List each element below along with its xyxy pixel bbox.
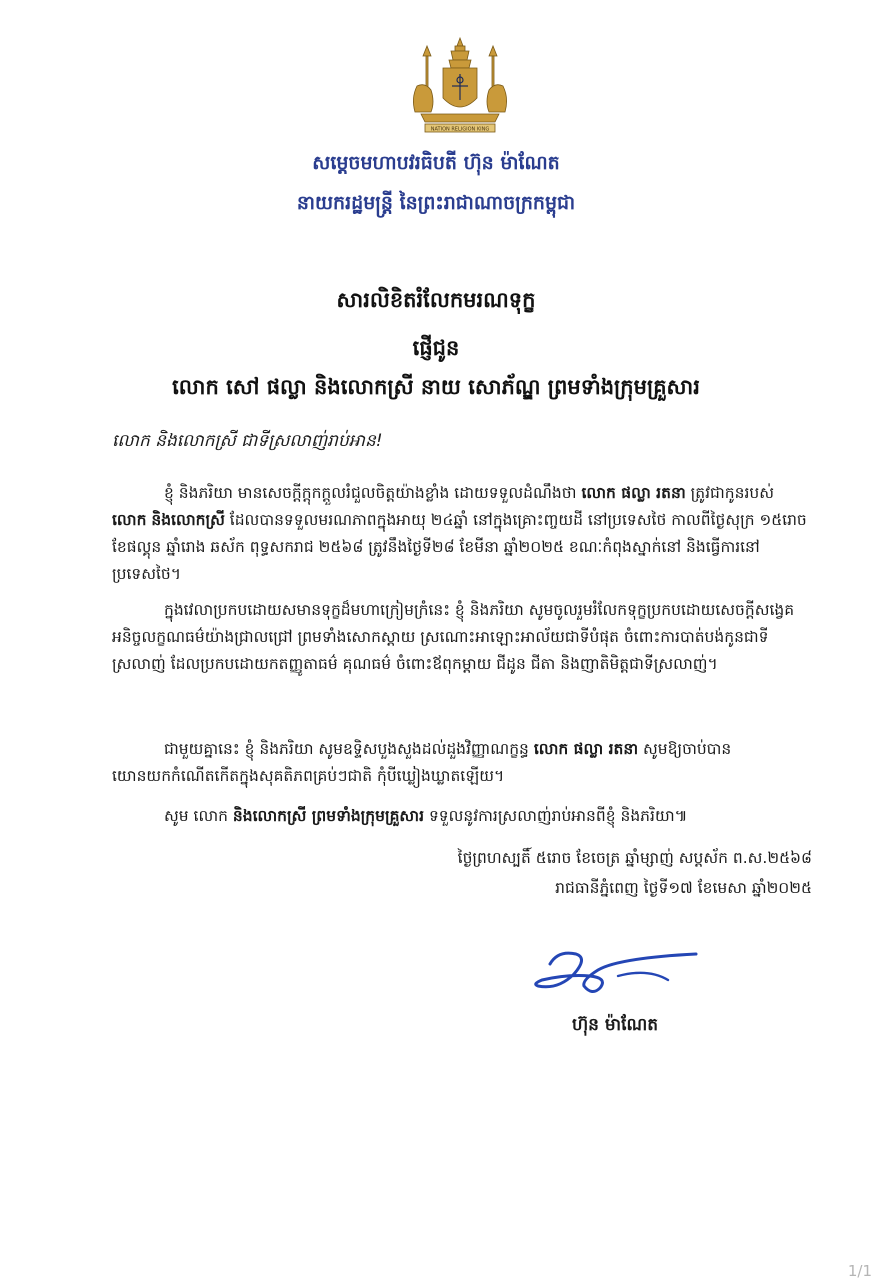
p3-text-a: ជាមួយគ្នានេះ ខ្ញុំ និងភរិយា សូមឧទ្ទិសបួងសួងដល់ដួងវិញ្ញាណក្ខន្ធ — [164, 740, 534, 758]
page-indicator: 1/1 — [847, 1262, 872, 1280]
p1-text-b: ត្រូវជាកូនរបស់ — [685, 484, 774, 502]
p1-text-c: លោក — [112, 511, 147, 529]
letter-title: សារលិខិតរំលែកមរណទុក្ខ — [336, 288, 536, 312]
solar-date: រាជធានីភ្នំពេញ ថ្ងៃទី១៧ ខែមេសា ឆ្នាំ២០២៥ — [555, 879, 812, 897]
author-position: នាយករដ្ឋមន្ត្រី នៃព្រះរាជាណាចក្រកម្ពុជា — [296, 192, 576, 214]
royal-coat-of-arms — [405, 36, 515, 140]
emblem-motto: NATION RELIGION KING — [430, 126, 490, 133]
p4-text-b: និងលោកស្រី ព្រមទាំងក្រុមគ្រួសារ — [232, 807, 425, 825]
p1-deceased-name: លោក ផល្លា រតនា — [581, 484, 686, 502]
paragraph-4 — [112, 803, 812, 830]
handwritten-signature — [528, 940, 703, 1000]
p4-text-a: សូម លោក — [164, 807, 233, 825]
author-title: សម្តេចមហាបវរធិបតី ហ៊ុន ម៉ាណែត — [312, 152, 560, 174]
paragraph-1 — [112, 480, 812, 588]
p1-text-f: ដែលបានទទួលមរណភាពក្នុងអាយុ ២៤ឆ្នាំ នៅក្នុងគ្រោះញ្ចយដី នៅប្រទេសថៃ កាលពីថ្ងៃសុក្រ ១៥រោច ខែផល្គុន ឆ្នាំរោង ឆស័ក ពុទ្ធសករាជ ២៥៦៨ ត្រូវនឹងថ្ងៃទី២៨ ខែមីនា ឆ្នាំ២០២៥ ខណៈកំពុងស្នាក់នៅ និងធ្វើការនៅប្រទេសថៃ។ — [112, 511, 807, 583]
paragraph-2 — [112, 597, 812, 678]
p2-text: ក្នុងវេលាប្រកបដោយសមានទុក្ខដ៏មហាក្រៀមក្រំនេះ ខ្ញុំ និងភរិយា សូមចូលរួមរំលែកទុក្ខប្រកបដោយសេចក្តីសង្វេគអនិច្ចលក្ខណធម៌យ៉ាងជ្រាលជ្រៅ ព្រមទាំងសោកស្តាយ ស្រណោះអាឡោះអាល័យជាទីបំផុត ចំពោះការបាត់បង់កូនជាទីស្រលាញ់ ដែលប្រកបដោយកតញ្ញូតាធម៌ គុណធម៌ ចំពោះឪពុកម្តាយ ជីដូន ជីតា និងញាតិមិត្តជាទីស្រលាញ់។ — [112, 601, 795, 673]
letter-addressed-to: ផ្ញើជូន — [412, 336, 460, 360]
letter-recipients: លោក សៅ ផល្លា និងលោកស្រី នាយ សោភ័ណ្ឌ ព្រមទាំងក្រុមគ្រួសារ — [172, 375, 700, 399]
p4-text-c: ទទួលនូវការស្រលាញ់រាប់អានពីខ្ញុំ និងភរិយា៕ — [424, 807, 688, 825]
signer-name: ហ៊ុន ម៉ាណែត — [571, 1015, 659, 1035]
lunar-date: ថ្ងៃព្រហស្បតិ៍ ៥រោច ខែចេត្រ ឆ្នាំម្សាញ់ សប្តស័ក ព.ស.២៥៦៨ — [457, 849, 812, 867]
p3-deceased-name: លោក ផល្លា រតនា — [533, 740, 639, 758]
p1-text-a: ខ្ញុំ និងភរិយា មានសេចក្តីក្តុកក្តួលរំជួលចិត្តយ៉ាងខ្លាំង ដោយទទួលដំណឹងថា — [164, 484, 582, 502]
p1-text-e: និងលោកស្រី — [151, 511, 225, 529]
salutation: លោក និងលោកស្រី ជាទីស្រលាញ់រាប់អាន! — [112, 431, 383, 451]
p3-text-b: សូមឱ្យចាប់បានយោនយកកំណើតកើតក្នុងសុគតិភពគ្រប់ៗជាតិ កុំបីឃ្លៀងឃ្លាតឡើយ។ — [112, 740, 732, 785]
paragraph-3 — [112, 736, 812, 790]
